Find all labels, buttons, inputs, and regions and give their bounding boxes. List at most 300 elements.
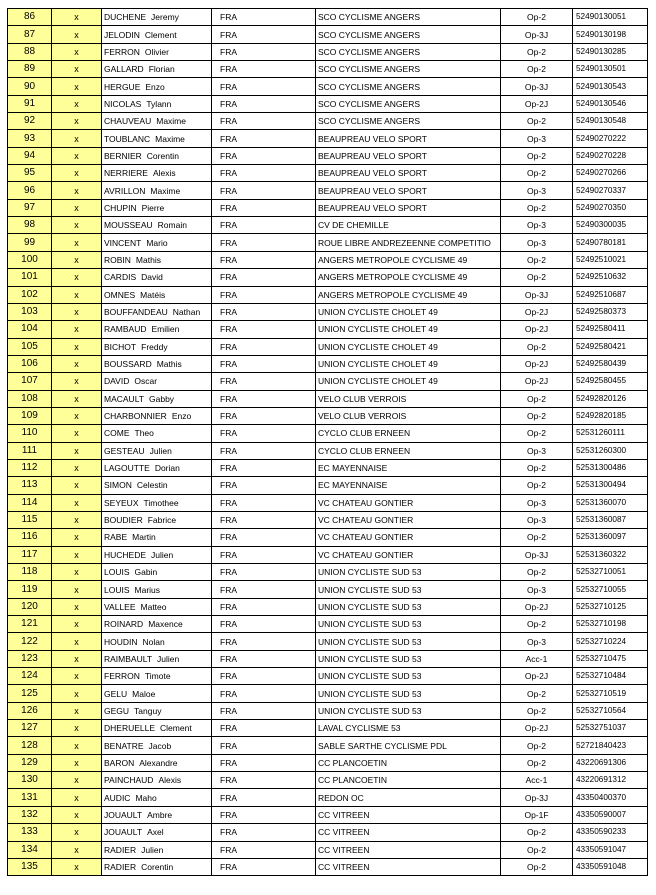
last-name: RAMBAUD — [104, 324, 147, 335]
rider-name-cell — [102, 754, 212, 771]
rider-name-cell — [102, 78, 212, 95]
table-row — [8, 269, 648, 286]
last-name: RAIMBAULT — [104, 653, 153, 664]
table-row — [8, 95, 648, 112]
bib-number-cell: 123 — [8, 650, 52, 667]
nationality-cell: FRA — [212, 494, 316, 511]
rider-name-cell — [102, 546, 212, 563]
bib-number-cell: 103 — [8, 303, 52, 320]
club-cell: LAVAL CYCLISME 53 — [316, 720, 501, 737]
first-name: Timote — [144, 671, 171, 682]
nationality-cell: FRA — [212, 425, 316, 442]
nationality-cell: FRA — [212, 234, 316, 251]
rider-name-cell — [102, 459, 212, 476]
license-number-cell: 52490270350 — [573, 199, 648, 216]
bib-number-cell: 133 — [8, 824, 52, 841]
license-number-cell: 52492820126 — [573, 390, 648, 407]
club-cell: UNION CYCLISTE SUD 53 — [316, 685, 501, 702]
last-name: LOUIS — [104, 567, 130, 578]
first-name: Gabby — [149, 393, 175, 404]
first-name: Mathis — [156, 359, 182, 370]
entry-mark-cell: x — [52, 217, 102, 234]
last-name: GESTEAU — [104, 445, 145, 456]
last-name: BENATRE — [104, 740, 144, 751]
license-number-cell: 52490270222 — [573, 130, 648, 147]
entry-mark-cell: x — [52, 564, 102, 581]
club-cell: SABLE SARTHE CYCLISME PDL — [316, 737, 501, 754]
category-cell: Op-2 — [501, 824, 573, 841]
entry-mark-cell: x — [52, 251, 102, 268]
nationality-cell: FRA — [212, 199, 316, 216]
table-row — [8, 720, 648, 737]
bib-number-cell: 118 — [8, 564, 52, 581]
category-cell: Op-2 — [501, 199, 573, 216]
table-row — [8, 685, 648, 702]
bib-number-cell: 126 — [8, 702, 52, 719]
category-cell: Op-2 — [501, 113, 573, 130]
bib-number-cell: 95 — [8, 165, 52, 182]
first-name: Alexis — [152, 168, 176, 179]
club-cell: EC MAYENNAISE — [316, 477, 501, 494]
rider-rows — [8, 9, 648, 876]
club-cell: UNION CYCLISTE CHOLET 49 — [316, 355, 501, 372]
first-name: Maxime — [155, 133, 185, 144]
category-cell: Op-2 — [501, 754, 573, 771]
license-number-cell: 52532710475 — [573, 650, 648, 667]
category-cell: Op-2 — [501, 459, 573, 476]
bib-number-cell: 99 — [8, 234, 52, 251]
first-name: Nolan — [142, 636, 165, 647]
category-cell: Op-3 — [501, 511, 573, 528]
entry-mark-cell: x — [52, 789, 102, 806]
club-cell: BEAUPREAU VELO SPORT — [316, 182, 501, 199]
club-cell: UNION CYCLISTE SUD 53 — [316, 668, 501, 685]
category-cell: Op-2J — [501, 303, 573, 320]
rider-name-cell — [102, 806, 212, 823]
category-cell: Op-2 — [501, 147, 573, 164]
first-name: Corentin — [141, 862, 174, 873]
club-cell: CC PLANCOETIN — [316, 772, 501, 789]
club-cell: VC CHATEAU GONTIER — [316, 494, 501, 511]
bib-number-cell: 101 — [8, 269, 52, 286]
entry-mark-cell: x — [52, 529, 102, 546]
nationality-cell: FRA — [212, 407, 316, 424]
last-name: FERRON — [104, 671, 140, 682]
category-cell: Op-3 — [501, 633, 573, 650]
bib-number-cell: 115 — [8, 511, 52, 528]
first-name: Maloe — [132, 688, 156, 699]
rider-name-cell — [102, 9, 212, 26]
entry-mark-cell: x — [52, 841, 102, 858]
club-cell: UNION CYCLISTE CHOLET 49 — [316, 338, 501, 355]
first-name: Clement — [144, 29, 177, 40]
bib-number-cell: 102 — [8, 286, 52, 303]
first-name: Alexis — [158, 775, 182, 786]
rider-name-cell — [102, 720, 212, 737]
club-cell: CC PLANCOETIN — [316, 754, 501, 771]
nationality-cell: FRA — [212, 442, 316, 459]
rider-name-cell — [102, 668, 212, 685]
nationality-cell: FRA — [212, 95, 316, 112]
first-name: Matéis — [140, 289, 166, 300]
category-cell: Op-2J — [501, 95, 573, 112]
first-name: Oscar — [134, 376, 158, 387]
club-cell: VC CHATEAU GONTIER — [316, 511, 501, 528]
category-cell: Op-3 — [501, 494, 573, 511]
table-row — [8, 442, 648, 459]
club-cell: CV DE CHEMILLE — [316, 217, 501, 234]
rider-name-cell — [102, 650, 212, 667]
entry-mark-cell: x — [52, 199, 102, 216]
nationality-cell: FRA — [212, 511, 316, 528]
club-cell: UNION CYCLISTE CHOLET 49 — [316, 321, 501, 338]
bib-number-cell: 111 — [8, 442, 52, 459]
category-cell: Op-2 — [501, 425, 573, 442]
bib-number-cell: 108 — [8, 390, 52, 407]
table-row — [8, 529, 648, 546]
category-cell: Op-2J — [501, 720, 573, 737]
club-cell: ROUE LIBRE ANDREZEENNE COMPETITIO — [316, 234, 501, 251]
license-number-cell: 52532710484 — [573, 668, 648, 685]
entry-mark-cell: x — [52, 407, 102, 424]
entry-mark-cell: x — [52, 685, 102, 702]
category-cell: Op-2J — [501, 355, 573, 372]
license-number-cell: 52492510687 — [573, 286, 648, 303]
table-row — [8, 286, 648, 303]
first-name: Alexandre — [139, 757, 178, 768]
entry-mark-cell: x — [52, 494, 102, 511]
table-row — [8, 182, 648, 199]
first-name: Maho — [135, 792, 157, 803]
license-number-cell: 52492580421 — [573, 338, 648, 355]
license-number-cell: 52532710564 — [573, 702, 648, 719]
rider-name-cell — [102, 789, 212, 806]
license-number-cell: 52531300486 — [573, 459, 648, 476]
club-cell: BEAUPREAU VELO SPORT — [316, 130, 501, 147]
rider-name-cell — [102, 598, 212, 615]
entry-mark-cell: x — [52, 165, 102, 182]
license-number-cell: 52532710224 — [573, 633, 648, 650]
rider-name-cell — [102, 373, 212, 390]
last-name: SIMON — [104, 480, 132, 491]
club-cell: SCO CYCLISME ANGERS — [316, 26, 501, 43]
bib-number-cell: 87 — [8, 26, 52, 43]
last-name: HOUDIN — [104, 636, 138, 647]
entry-mark-cell: x — [52, 182, 102, 199]
rider-name-cell — [102, 269, 212, 286]
last-name: BERNIER — [104, 150, 142, 161]
first-name: Dorian — [154, 463, 180, 474]
club-cell: UNION CYCLISTE CHOLET 49 — [316, 373, 501, 390]
first-name: Enzo — [171, 411, 192, 422]
entry-mark-cell: x — [52, 95, 102, 112]
nationality-cell: FRA — [212, 668, 316, 685]
bib-number-cell: 107 — [8, 373, 52, 390]
first-name: Julien — [141, 844, 164, 855]
license-number-cell: 52531260111 — [573, 425, 648, 442]
rider-name-cell — [102, 95, 212, 112]
bib-number-cell: 104 — [8, 321, 52, 338]
first-name: Fabrice — [147, 515, 177, 526]
table-row — [8, 321, 648, 338]
club-cell: SCO CYCLISME ANGERS — [316, 113, 501, 130]
entry-mark-cell: x — [52, 511, 102, 528]
bib-number-cell: 90 — [8, 78, 52, 95]
table-row — [8, 165, 648, 182]
rider-name-cell — [102, 147, 212, 164]
bib-number-cell: 109 — [8, 407, 52, 424]
category-cell: Op-3 — [501, 234, 573, 251]
riders-table — [7, 8, 648, 876]
nationality-cell: FRA — [212, 650, 316, 667]
last-name: PAINCHAUD — [104, 775, 154, 786]
club-cell: UNION CYCLISTE SUD 53 — [316, 633, 501, 650]
license-number-cell: 52490300035 — [573, 217, 648, 234]
table-row — [8, 824, 648, 841]
license-number-cell: 52721840423 — [573, 737, 648, 754]
entry-mark-cell: x — [52, 321, 102, 338]
entry-mark-cell: x — [52, 373, 102, 390]
category-cell: Op-3 — [501, 581, 573, 598]
license-number-cell: 52531360097 — [573, 529, 648, 546]
bib-number-cell: 128 — [8, 737, 52, 754]
nationality-cell: FRA — [212, 43, 316, 60]
nationality-cell: FRA — [212, 390, 316, 407]
license-number-cell: 43350590233 — [573, 824, 648, 841]
category-cell: Op-3 — [501, 130, 573, 147]
category-cell: Op-2 — [501, 858, 573, 875]
club-cell: CC VITREEN — [316, 806, 501, 823]
club-cell: REDON OC — [316, 789, 501, 806]
rider-name-cell — [102, 529, 212, 546]
table-row — [8, 789, 648, 806]
bib-number-cell: 134 — [8, 841, 52, 858]
club-cell: UNION CYCLISTE SUD 53 — [316, 581, 501, 598]
license-number-cell: 43220691306 — [573, 754, 648, 771]
first-name: Maxime — [156, 116, 186, 127]
club-cell: CC VITREEN — [316, 841, 501, 858]
last-name: AUDIC — [104, 792, 131, 803]
first-name: Jacob — [148, 740, 172, 751]
nationality-cell: FRA — [212, 685, 316, 702]
last-name: COME — [104, 428, 130, 439]
rider-name-cell — [102, 390, 212, 407]
table-row — [8, 147, 648, 164]
entry-mark-cell: x — [52, 633, 102, 650]
rider-name-cell — [102, 217, 212, 234]
bib-number-cell: 106 — [8, 355, 52, 372]
first-name: Julien — [151, 549, 174, 560]
last-name: GEGU — [104, 705, 130, 716]
last-name: NERRIERE — [104, 168, 148, 179]
entry-mark-cell: x — [52, 286, 102, 303]
last-name: VINCENT — [104, 237, 142, 248]
category-cell: Op-3J — [501, 26, 573, 43]
entry-mark-cell: x — [52, 113, 102, 130]
bib-number-cell: 127 — [8, 720, 52, 737]
category-cell: Op-3J — [501, 546, 573, 563]
rider-name-cell — [102, 442, 212, 459]
nationality-cell: FRA — [212, 26, 316, 43]
first-name: Matteo — [140, 601, 167, 612]
last-name: BOUSSARD — [104, 359, 152, 370]
first-name: Corentin — [146, 150, 179, 161]
license-number-cell: 52532751037 — [573, 720, 648, 737]
entry-mark-cell: x — [52, 43, 102, 60]
license-number-cell: 52532710198 — [573, 616, 648, 633]
table-row — [8, 199, 648, 216]
license-number-cell: 52492510632 — [573, 269, 648, 286]
rider-name-cell — [102, 338, 212, 355]
nationality-cell: FRA — [212, 616, 316, 633]
bib-number-cell: 124 — [8, 668, 52, 685]
table-row — [8, 702, 648, 719]
bib-number-cell: 100 — [8, 251, 52, 268]
table-row — [8, 754, 648, 771]
rider-name-cell — [102, 511, 212, 528]
nationality-cell: FRA — [212, 373, 316, 390]
category-cell: Op-3 — [501, 217, 573, 234]
category-cell: Op-2 — [501, 269, 573, 286]
last-name: DAVID — [104, 376, 130, 387]
nationality-cell: FRA — [212, 789, 316, 806]
license-number-cell: 52490130543 — [573, 78, 648, 95]
category-cell: Acc-1 — [501, 772, 573, 789]
entry-mark-cell: x — [52, 754, 102, 771]
last-name: CHARBONNIER — [104, 411, 167, 422]
rider-name-cell — [102, 841, 212, 858]
entry-mark-cell: x — [52, 598, 102, 615]
first-name: Axel — [147, 827, 164, 838]
license-number-cell: 52490780181 — [573, 234, 648, 251]
bib-number-cell: 92 — [8, 113, 52, 130]
entry-mark-cell: x — [52, 234, 102, 251]
last-name: CHAUVEAU — [104, 116, 152, 127]
rider-name-cell — [102, 564, 212, 581]
bib-number-cell: 135 — [8, 858, 52, 875]
license-number-cell: 52531360070 — [573, 494, 648, 511]
club-cell: UNION CYCLISTE SUD 53 — [316, 650, 501, 667]
category-cell: Op-3J — [501, 789, 573, 806]
bib-number-cell: 97 — [8, 199, 52, 216]
bib-number-cell: 120 — [8, 598, 52, 615]
license-number-cell: 43350590007 — [573, 806, 648, 823]
nationality-cell: FRA — [212, 772, 316, 789]
club-cell: SCO CYCLISME ANGERS — [316, 95, 501, 112]
rider-name-cell — [102, 737, 212, 754]
license-number-cell: 43350591048 — [573, 858, 648, 875]
category-cell: Op-2 — [501, 61, 573, 78]
first-name: Enzo — [145, 81, 165, 92]
club-cell: SCO CYCLISME ANGERS — [316, 61, 501, 78]
nationality-cell: FRA — [212, 269, 316, 286]
entry-mark-cell: x — [52, 668, 102, 685]
nationality-cell: FRA — [212, 598, 316, 615]
license-number-cell: 52531300494 — [573, 477, 648, 494]
last-name: ROBIN — [104, 254, 131, 265]
table-row — [8, 78, 648, 95]
nationality-cell: FRA — [212, 806, 316, 823]
last-name: DUCHENE — [104, 12, 147, 23]
nationality-cell: FRA — [212, 477, 316, 494]
club-cell: ANGERS METROPOLE CYCLISME 49 — [316, 251, 501, 268]
first-name: Martin — [132, 532, 156, 543]
first-name: Celestin — [136, 480, 168, 491]
license-number-cell: 52492580411 — [573, 321, 648, 338]
last-name: HERGUE — [104, 81, 141, 92]
nationality-cell: FRA — [212, 581, 316, 598]
bib-number-cell: 110 — [8, 425, 52, 442]
entry-mark-cell: x — [52, 477, 102, 494]
table-row — [8, 650, 648, 667]
license-number-cell: 52490130285 — [573, 43, 648, 60]
table-row — [8, 251, 648, 268]
club-cell: SCO CYCLISME ANGERS — [316, 78, 501, 95]
club-cell: ANGERS METROPOLE CYCLISME 49 — [316, 286, 501, 303]
category-cell: Op-2 — [501, 702, 573, 719]
entry-mark-cell: x — [52, 737, 102, 754]
first-name: Mathis — [135, 254, 161, 265]
category-cell: Op-2 — [501, 841, 573, 858]
table-row — [8, 9, 648, 26]
table-row — [8, 616, 648, 633]
first-name: Emilien — [151, 324, 180, 335]
table-row — [8, 546, 648, 563]
rider-name-cell — [102, 199, 212, 216]
license-number-cell: 52490270228 — [573, 147, 648, 164]
table-row — [8, 511, 648, 528]
license-number-cell: 52492510021 — [573, 251, 648, 268]
rider-name-cell — [102, 165, 212, 182]
table-row — [8, 373, 648, 390]
first-name: Maxence — [148, 619, 183, 630]
bib-number-cell: 94 — [8, 147, 52, 164]
nationality-cell: FRA — [212, 78, 316, 95]
first-name: Marius — [134, 584, 161, 595]
last-name: RABE — [104, 532, 128, 543]
table-row — [8, 217, 648, 234]
club-cell: BEAUPREAU VELO SPORT — [316, 199, 501, 216]
table-row — [8, 477, 648, 494]
entry-mark-cell: x — [52, 546, 102, 563]
nationality-cell: FRA — [212, 9, 316, 26]
license-number-cell: 52490130051 — [573, 9, 648, 26]
entry-mark-cell: x — [52, 303, 102, 320]
last-name: CARDIS — [104, 272, 137, 283]
bib-number-cell: 131 — [8, 789, 52, 806]
entry-mark-cell: x — [52, 772, 102, 789]
table-row — [8, 459, 648, 476]
license-number-cell: 43220691312 — [573, 772, 648, 789]
bib-number-cell: 119 — [8, 581, 52, 598]
nationality-cell: FRA — [212, 702, 316, 719]
bib-number-cell: 114 — [8, 494, 52, 511]
table-row — [8, 581, 648, 598]
category-cell: Op-2J — [501, 668, 573, 685]
entry-mark-cell: x — [52, 442, 102, 459]
club-cell: VELO CLUB VERROIS — [316, 390, 501, 407]
club-cell: CYCLO CLUB ERNEEN — [316, 425, 501, 442]
nationality-cell: FRA — [212, 165, 316, 182]
rider-name-cell — [102, 494, 212, 511]
first-name: Freddy — [141, 341, 168, 352]
table-row — [8, 355, 648, 372]
nationality-cell: FRA — [212, 355, 316, 372]
table-row — [8, 772, 648, 789]
last-name: JOUAULT — [104, 827, 143, 838]
category-cell: Op-2 — [501, 564, 573, 581]
club-cell: BEAUPREAU VELO SPORT — [316, 147, 501, 164]
